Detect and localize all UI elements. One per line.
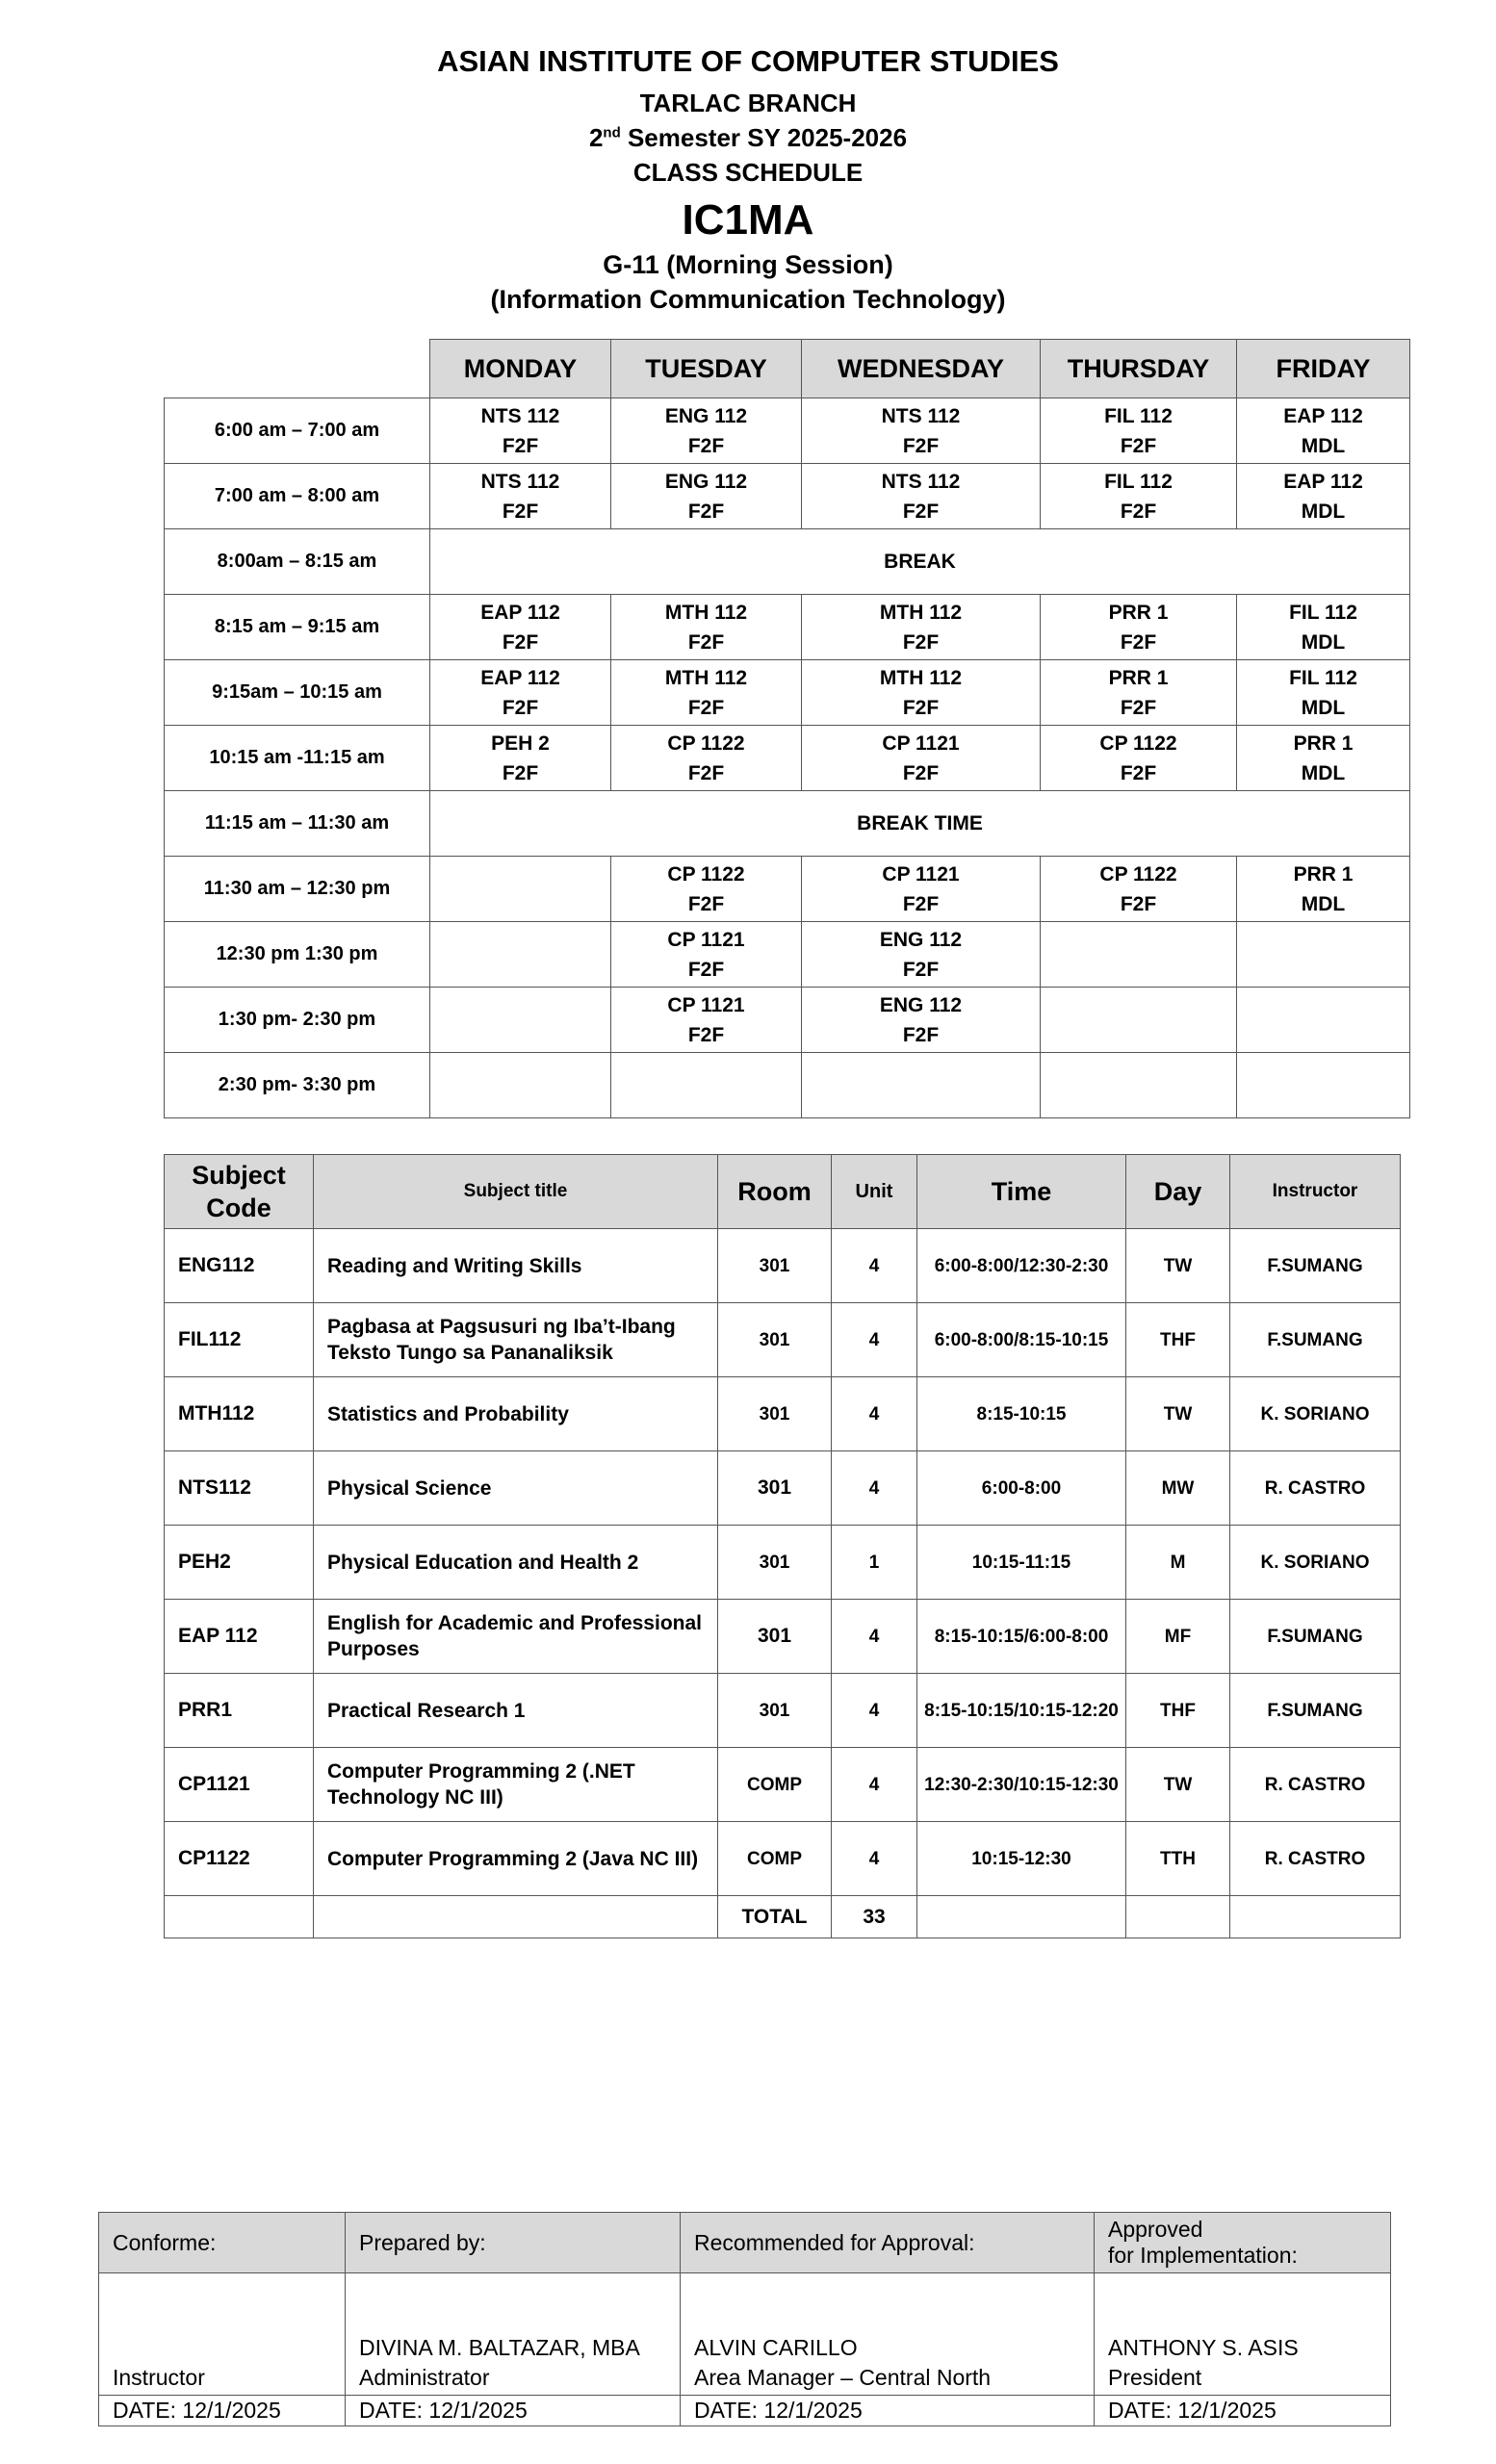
- delivery-mode: MDL: [1301, 500, 1346, 523]
- table-row: [165, 1822, 1401, 1896]
- signatory-name: ANTHONY S. ASIS: [1108, 2335, 1299, 2360]
- signature-date-row: [99, 2396, 1391, 2426]
- header-day: Day: [1126, 1155, 1230, 1229]
- subject-code: FIL 112: [1104, 404, 1173, 427]
- table-row: [165, 1748, 1401, 1822]
- class-cell: [1041, 922, 1237, 988]
- unit: 4: [832, 1674, 917, 1748]
- day-header-wednesday: WEDNESDAY: [802, 340, 1041, 398]
- day-header-monday: MONDAY: [430, 340, 611, 398]
- empty-cell: [1230, 1896, 1401, 1938]
- class-cell: [1237, 464, 1410, 529]
- delivery-mode: F2F: [902, 892, 940, 915]
- class-cell: [611, 660, 802, 726]
- delivery-mode: F2F: [502, 761, 539, 784]
- day: THF: [1126, 1674, 1230, 1748]
- unit: 4: [832, 1748, 917, 1822]
- subject-title: English for Academic and Professional Purposes: [314, 1600, 718, 1674]
- table-row: [165, 1377, 1401, 1451]
- class-cell: [1237, 1053, 1410, 1118]
- day-header-tuesday: TUESDAY: [611, 340, 802, 398]
- prepared-by-label: Prepared by:: [346, 2213, 681, 2273]
- room: 301: [718, 1303, 832, 1377]
- subject-code: FIL112: [165, 1303, 314, 1377]
- subject-code: EAP 112: [480, 666, 560, 689]
- unit: 4: [832, 1600, 917, 1674]
- time-slot: 9:15am – 10:15 am: [165, 660, 430, 726]
- subject-code: MTH 112: [879, 601, 963, 624]
- class-cell: [1237, 660, 1410, 726]
- time-slot: 7:00 am – 8:00 am: [165, 464, 430, 529]
- subject-code: CP 1122: [667, 732, 745, 755]
- recommended-signatory: [681, 2273, 1095, 2396]
- delivery-mode: F2F: [1120, 696, 1157, 719]
- class-cell: [802, 398, 1041, 464]
- class-cell: [611, 1053, 802, 1118]
- signatory-role: Administrator: [359, 2365, 490, 2390]
- delivery-mode: F2F: [502, 500, 539, 523]
- conforme-date: DATE: 12/1/2025: [99, 2396, 346, 2426]
- strand: (Information Communication Technology): [490, 285, 1006, 314]
- unit: 1: [832, 1526, 917, 1600]
- class-cell: [611, 988, 802, 1053]
- grade-session: G-11 (Morning Session): [603, 250, 893, 279]
- subject-code: PEH 2: [491, 732, 550, 755]
- subject-code: NTS 112: [480, 404, 560, 427]
- empty-cell: [165, 1896, 314, 1938]
- header-subject-code: Subject Code: [165, 1155, 314, 1229]
- subject-code: PRR1: [165, 1674, 314, 1748]
- unit: 4: [832, 1822, 917, 1896]
- subject-code: NTS 112: [881, 404, 961, 427]
- header-room: Room: [718, 1155, 832, 1229]
- signatory-role: Area Manager – Central North: [694, 2365, 992, 2390]
- delivery-mode: F2F: [1120, 434, 1157, 457]
- class-cell: [802, 726, 1041, 791]
- table-row: [165, 1674, 1401, 1748]
- class-cell: [430, 1053, 611, 1118]
- delivery-mode: F2F: [1120, 892, 1157, 915]
- break-cell: BREAK: [430, 529, 1410, 595]
- subject-code: CP 1121: [667, 993, 745, 1016]
- subject-code: MTH 112: [664, 666, 748, 689]
- class-cell: [1041, 857, 1237, 922]
- room: 301: [718, 1229, 832, 1303]
- subject-code: ENG 112: [664, 404, 748, 427]
- time: 8:15-10:15/10:15-12:20: [917, 1674, 1126, 1748]
- time: 6:00-8:00/12:30-2:30: [917, 1229, 1126, 1303]
- instructor: F.SUMANG: [1230, 1229, 1401, 1303]
- subjects-table: [164, 1154, 1401, 1938]
- delivery-mode: F2F: [902, 696, 940, 719]
- schedule-row: [165, 922, 1410, 988]
- class-cell: [1041, 595, 1237, 660]
- delivery-mode: F2F: [902, 761, 940, 784]
- schedule-row: [165, 464, 1410, 529]
- class-cell: [1041, 726, 1237, 791]
- corner-cell: [165, 340, 430, 398]
- signatory-name: ALVIN CARILLO: [694, 2335, 858, 2360]
- approved-label-line1: Approved: [1108, 2217, 1203, 2242]
- subject-title: Physical Education and Health 2: [314, 1526, 718, 1600]
- class-cell: [802, 1053, 1041, 1118]
- subject-code: ENG 112: [879, 993, 963, 1016]
- subject-code: FIL 112: [1104, 470, 1173, 493]
- subject-title: Computer Programming 2 (Java NC III): [314, 1822, 718, 1896]
- branch-name: TARLAC BRANCH: [639, 89, 857, 117]
- schedule-row: [165, 791, 1410, 857]
- class-cell: [1237, 595, 1410, 660]
- total-label: TOTAL: [718, 1896, 832, 1938]
- time: 10:15-12:30: [917, 1822, 1126, 1896]
- delivery-mode: F2F: [502, 630, 539, 654]
- day: TTH: [1126, 1822, 1230, 1896]
- empty-cell: [917, 1896, 1126, 1938]
- subject-code: MTH 112: [664, 601, 748, 624]
- delivery-mode: F2F: [687, 696, 725, 719]
- subjects-header-row: [165, 1155, 1401, 1229]
- room: 301: [718, 1600, 832, 1674]
- day: MF: [1126, 1600, 1230, 1674]
- instructor: R. CASTRO: [1230, 1748, 1401, 1822]
- class-cell: [802, 922, 1041, 988]
- class-cell: [802, 857, 1041, 922]
- subject-code: CP 1121: [882, 732, 960, 755]
- room: 301: [718, 1377, 832, 1451]
- class-cell: [1041, 464, 1237, 529]
- delivery-mode: F2F: [687, 958, 725, 981]
- delivery-mode: MDL: [1301, 630, 1346, 654]
- instructor: K. SORIANO: [1230, 1377, 1401, 1451]
- approved-label: [1095, 2213, 1391, 2273]
- subject-code: MTH112: [165, 1377, 314, 1451]
- header-time: Time: [917, 1155, 1126, 1229]
- class-cell: [1237, 988, 1410, 1053]
- table-row: [165, 1600, 1401, 1674]
- class-cell: [1041, 398, 1237, 464]
- class-cell: [1237, 398, 1410, 464]
- time: 6:00-8:00/8:15-10:15: [917, 1303, 1126, 1377]
- header-subject-title: Subject title: [314, 1155, 718, 1229]
- class-cell: [611, 726, 802, 791]
- subject-code: PRR 1: [1108, 666, 1169, 689]
- subject-code: NTS112: [165, 1451, 314, 1526]
- time-slot: 12:30 pm 1:30 pm: [165, 922, 430, 988]
- subject-title: Reading and Writing Skills: [314, 1229, 718, 1303]
- time: 8:15-10:15/6:00-8:00: [917, 1600, 1126, 1674]
- room: COMP: [718, 1748, 832, 1822]
- header-instructor: Instructor: [1230, 1155, 1401, 1229]
- instructor: R. CASTRO: [1230, 1451, 1401, 1526]
- class-cell: [430, 922, 611, 988]
- subject-code: ENG 112: [879, 928, 963, 951]
- instructor: K. SORIANO: [1230, 1526, 1401, 1600]
- room: 301: [718, 1526, 832, 1600]
- schedule-row: [165, 726, 1410, 791]
- instructor: F.SUMANG: [1230, 1600, 1401, 1674]
- class-cell: [1237, 726, 1410, 791]
- subject-code: EAP 112: [1283, 470, 1363, 493]
- approved-signatory: [1095, 2273, 1391, 2396]
- unit: 4: [832, 1303, 917, 1377]
- class-cell: [802, 988, 1041, 1053]
- subject-code: CP 1122: [667, 862, 745, 886]
- subject-code: CP 1121: [882, 862, 960, 886]
- conforme-label: Conforme:: [99, 2213, 346, 2273]
- subject-code: PRR 1: [1293, 732, 1354, 755]
- semester-text: Semester SY 2025-2026: [620, 123, 908, 152]
- class-cell: [430, 660, 611, 726]
- class-cell: [1041, 988, 1237, 1053]
- room: 301: [718, 1451, 832, 1526]
- time: 8:15-10:15: [917, 1377, 1126, 1451]
- delivery-mode: MDL: [1301, 696, 1346, 719]
- table-row: [165, 1526, 1401, 1600]
- delivery-mode: F2F: [687, 500, 725, 523]
- delivery-mode: F2F: [1120, 500, 1157, 523]
- time-slot: 8:15 am – 9:15 am: [165, 595, 430, 660]
- day: THF: [1126, 1303, 1230, 1377]
- class-cell: [1041, 1053, 1237, 1118]
- subject-code: EAP 112: [480, 601, 560, 624]
- class-cell: [1237, 922, 1410, 988]
- conforme-signatory: [99, 2273, 346, 2396]
- subject-code: ENG112: [165, 1229, 314, 1303]
- prepared-by-date: DATE: 12/1/2025: [346, 2396, 681, 2426]
- table-row: [165, 1451, 1401, 1526]
- subject-code: FIL 112: [1289, 666, 1357, 689]
- subject-code: MTH 112: [879, 666, 963, 689]
- section-code: IC1MA: [682, 196, 814, 244]
- instructor: F.SUMANG: [1230, 1303, 1401, 1377]
- approved-label-line2: for Implementation:: [1108, 2243, 1298, 2268]
- document-title: CLASS SCHEDULE: [632, 158, 864, 187]
- subject-code: CP 1121: [667, 928, 745, 951]
- delivery-mode: MDL: [1301, 434, 1346, 457]
- class-cell: [802, 464, 1041, 529]
- instructor: R. CASTRO: [1230, 1822, 1401, 1896]
- subject-code: PRR 1: [1293, 862, 1354, 886]
- schedule-row: [165, 595, 1410, 660]
- instructor: F.SUMANG: [1230, 1674, 1401, 1748]
- schedule-row: [165, 529, 1410, 595]
- delivery-mode: F2F: [687, 434, 725, 457]
- delivery-mode: F2F: [502, 696, 539, 719]
- subject-code: ENG 112: [664, 470, 748, 493]
- schedule-table: [164, 339, 1410, 1118]
- day: M: [1126, 1526, 1230, 1600]
- schedule-row: [165, 988, 1410, 1053]
- subject-title: Practical Research 1: [314, 1674, 718, 1748]
- class-cell: [430, 857, 611, 922]
- approved-date: DATE: 12/1/2025: [1095, 2396, 1391, 2426]
- signature-body-row: [99, 2273, 1391, 2396]
- day: MW: [1126, 1451, 1230, 1526]
- class-cell: [802, 595, 1041, 660]
- schedule-row: [165, 398, 1410, 464]
- total-row: [165, 1896, 1401, 1938]
- subject-title: Physical Science: [314, 1451, 718, 1526]
- delivery-mode: F2F: [687, 1023, 725, 1046]
- break-cell: BREAK TIME: [430, 791, 1410, 857]
- subject-title: Pagbasa at Pagsusuri ng Iba’t-Ibang Teksto Tungo sa Pananaliksik: [314, 1303, 718, 1377]
- time-slot: 6:00 am – 7:00 am: [165, 398, 430, 464]
- signatory-role: Instructor: [113, 2365, 205, 2390]
- subject-code: PRR 1: [1108, 601, 1169, 624]
- schedule-header-row: [165, 340, 1410, 398]
- day: TW: [1126, 1748, 1230, 1822]
- class-cell: [430, 595, 611, 660]
- time-slot: 11:15 am – 11:30 am: [165, 791, 430, 857]
- time-slot: 10:15 am -11:15 am: [165, 726, 430, 791]
- delivery-mode: F2F: [502, 434, 539, 457]
- room: 301: [718, 1674, 832, 1748]
- empty-cell: [1126, 1896, 1230, 1938]
- time-slot: 1:30 pm- 2:30 pm: [165, 988, 430, 1053]
- delivery-mode: F2F: [902, 434, 940, 457]
- class-cell: [611, 595, 802, 660]
- subject-title: Computer Programming 2 (.NET Technology NC III): [314, 1748, 718, 1822]
- delivery-mode: F2F: [902, 630, 940, 654]
- delivery-mode: F2F: [687, 892, 725, 915]
- schedule-row: [165, 1053, 1410, 1118]
- class-cell: [430, 726, 611, 791]
- day: TW: [1126, 1229, 1230, 1303]
- subject-code: CP1121: [165, 1748, 314, 1822]
- prepared-by-signatory: [346, 2273, 681, 2396]
- time: 10:15-11:15: [917, 1526, 1126, 1600]
- unit: 4: [832, 1229, 917, 1303]
- recommended-label: Recommended for Approval:: [681, 2213, 1095, 2273]
- delivery-mode: MDL: [1301, 892, 1346, 915]
- table-row: [165, 1229, 1401, 1303]
- class-cell: [611, 857, 802, 922]
- unit: 4: [832, 1451, 917, 1526]
- delivery-mode: MDL: [1301, 761, 1346, 784]
- class-cell: [1041, 660, 1237, 726]
- delivery-mode: F2F: [902, 1023, 940, 1046]
- subject-code: NTS 112: [480, 470, 560, 493]
- signature-header-row: [99, 2213, 1391, 2273]
- time-slot: 2:30 pm- 3:30 pm: [165, 1053, 430, 1118]
- subject-code: CP 1122: [1099, 732, 1177, 755]
- subject-code: FIL 112: [1289, 601, 1357, 624]
- time: 12:30-2:30/10:15-12:30: [917, 1748, 1126, 1822]
- delivery-mode: F2F: [687, 630, 725, 654]
- schedule-row: [165, 660, 1410, 726]
- semester-suffix: nd: [603, 124, 621, 141]
- class-cell: [611, 398, 802, 464]
- subject-code: EAP 112: [165, 1600, 314, 1674]
- signatory-role: President: [1108, 2365, 1202, 2390]
- signature-table: [98, 2212, 1391, 2426]
- class-cell: [802, 660, 1041, 726]
- room: COMP: [718, 1822, 832, 1896]
- class-cell: [1237, 857, 1410, 922]
- delivery-mode: F2F: [1120, 761, 1157, 784]
- empty-cell: [314, 1896, 718, 1938]
- unit: 4: [832, 1377, 917, 1451]
- schedule-row: [165, 857, 1410, 922]
- class-cell: [430, 988, 611, 1053]
- time-slot: 11:30 am – 12:30 pm: [165, 857, 430, 922]
- table-row: [165, 1303, 1401, 1377]
- subject-code: EAP 112: [1283, 404, 1363, 427]
- time-slot: 8:00am – 8:15 am: [165, 529, 430, 595]
- semester-line: [0, 123, 1496, 153]
- delivery-mode: F2F: [902, 958, 940, 981]
- subject-code: PEH2: [165, 1526, 314, 1600]
- class-cell: [430, 464, 611, 529]
- subject-title: Statistics and Probability: [314, 1377, 718, 1451]
- signatory-name: DIVINA M. BALTAZAR, MBA: [359, 2335, 640, 2360]
- semester-ordinal: 2: [588, 123, 604, 152]
- class-cell: [430, 398, 611, 464]
- day-header-thursday: THURSDAY: [1041, 340, 1237, 398]
- delivery-mode: F2F: [902, 500, 940, 523]
- recommended-date: DATE: 12/1/2025: [681, 2396, 1095, 2426]
- subject-code: NTS 112: [881, 470, 961, 493]
- day: TW: [1126, 1377, 1230, 1451]
- subject-code: CP 1122: [1099, 862, 1177, 886]
- day-header-friday: FRIDAY: [1237, 340, 1410, 398]
- subject-code: CP1122: [165, 1822, 314, 1896]
- class-cell: [611, 922, 802, 988]
- total-units: 33: [832, 1896, 917, 1938]
- time: 6:00-8:00: [917, 1451, 1126, 1526]
- delivery-mode: F2F: [687, 761, 725, 784]
- header-unit: Unit: [832, 1155, 917, 1229]
- delivery-mode: F2F: [1120, 630, 1157, 654]
- institution-name: ASIAN INSTITUTE OF COMPUTER STUDIES: [437, 44, 1059, 78]
- class-cell: [611, 464, 802, 529]
